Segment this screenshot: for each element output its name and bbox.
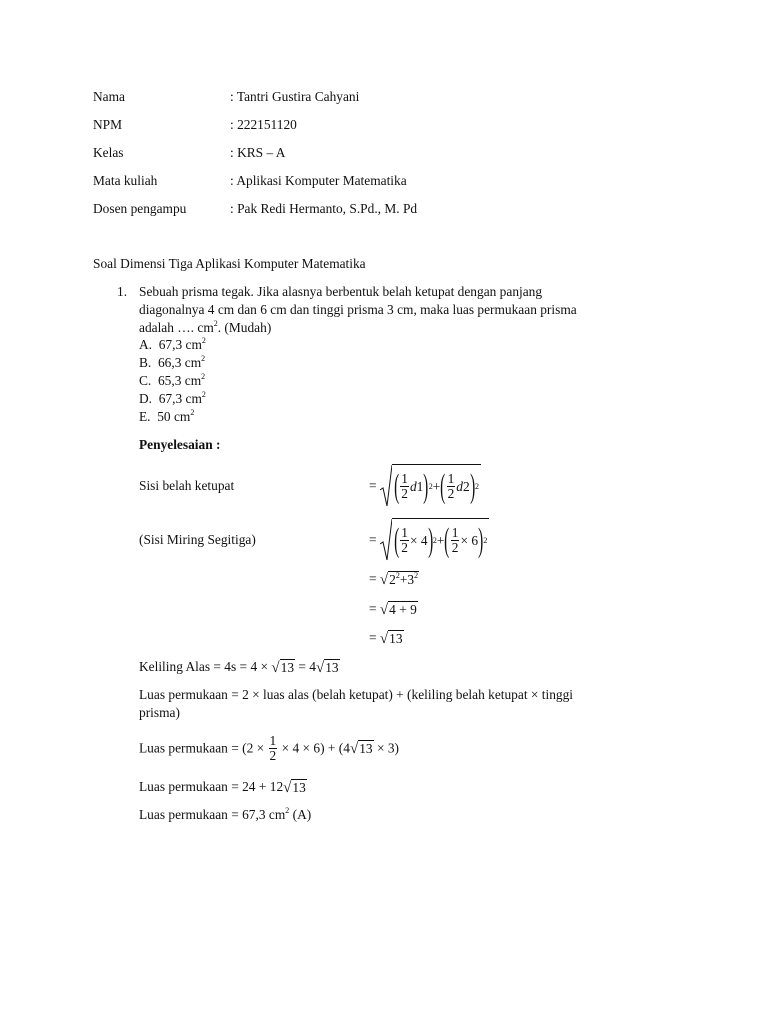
luas-line-3: Luas permukaan = 67,3 $cm^2$ (A) [139, 806, 312, 822]
luas-text-line-2: prisma) [139, 705, 180, 720]
keliling-line: Keliling Alas = 4s = 4 × √13 = 4√13 [139, 659, 339, 676]
info-value-npm: : 222151120 [230, 117, 297, 132]
question-number: 1. [117, 284, 128, 299]
info-label-npm: NPM [93, 117, 123, 132]
option-e: E. 50 $cm^2$ [139, 408, 195, 424]
info-label-nama: Nama [93, 89, 125, 104]
info-value-nama: : Tantri Gustira Cahyani [230, 89, 360, 104]
formula-step-3: = $√2^2+3^2$ [369, 570, 419, 588]
formula-sisi: = ( $\frac{1}{2}$ d 1 ) 2 + ( $\frac{1}{2}$ d 2 ) 2 [369, 464, 481, 508]
luas-text-line-1: Luas permukaan = 2 × luas alas (belah ketupat) + (keliling belah ketupat × tinggi [139, 687, 574, 702]
formula-substituted: = ( $\frac{1}{2}$ × 4 ) 2 + ( $\frac{1}{2}$ × 6 ) 2 [369, 518, 489, 562]
radical-icon [380, 464, 392, 508]
sisi-label: Sisi belah ketupat [139, 478, 235, 493]
option-c: C. 65,3 $cm^2$ [139, 372, 206, 388]
radical-icon [380, 518, 392, 562]
luas-line-1: Luas permukaan = (2 × $\frac{1}{2}$ × 4 × 6) + (4√13 × 3) [139, 733, 399, 763]
formula-step-4: = √4 + 9 [369, 601, 417, 618]
option-d: D. 67,3 $cm^2$ [139, 390, 206, 406]
question-line-3: adalah …. $cm^2$. (Mudah) [139, 319, 272, 335]
sisi-miring-label: (Sisi Miring Segitiga) [139, 532, 256, 547]
info-label-matkul: Mata kuliah [93, 173, 158, 188]
option-b: B. 66,3 $cm^2$ [139, 354, 206, 370]
question-line-2: diagonalnya 4 cm dan 6 cm dan tinggi prisma 3 cm, maka luas permukaan prisma [139, 302, 577, 317]
section-heading: Soal Dimensi Tiga Aplikasi Komputer Matematika [93, 256, 366, 271]
luas-line-2: Luas permukaan = 24 + 12√13 [139, 779, 306, 796]
info-value-dosen: : Pak Redi Hermanto, S.Pd., M. Pd [230, 201, 418, 216]
info-label-dosen: Dosen pengampu [93, 201, 187, 216]
formula-step-5: = √13 [369, 630, 403, 647]
option-a: A. 67,3 $cm^2$ [139, 336, 206, 352]
info-label-kelas: Kelas [93, 145, 124, 160]
info-value-kelas: : KRS – A [230, 145, 286, 160]
info-value-matkul: : Aplikasi Komputer Matematika [230, 173, 407, 188]
question-line-1: Sebuah prisma tegak. Jika alasnya berbentuk belah ketupat dengan panjang [139, 284, 543, 299]
solution-title: Penyelesaian : [139, 437, 221, 452]
